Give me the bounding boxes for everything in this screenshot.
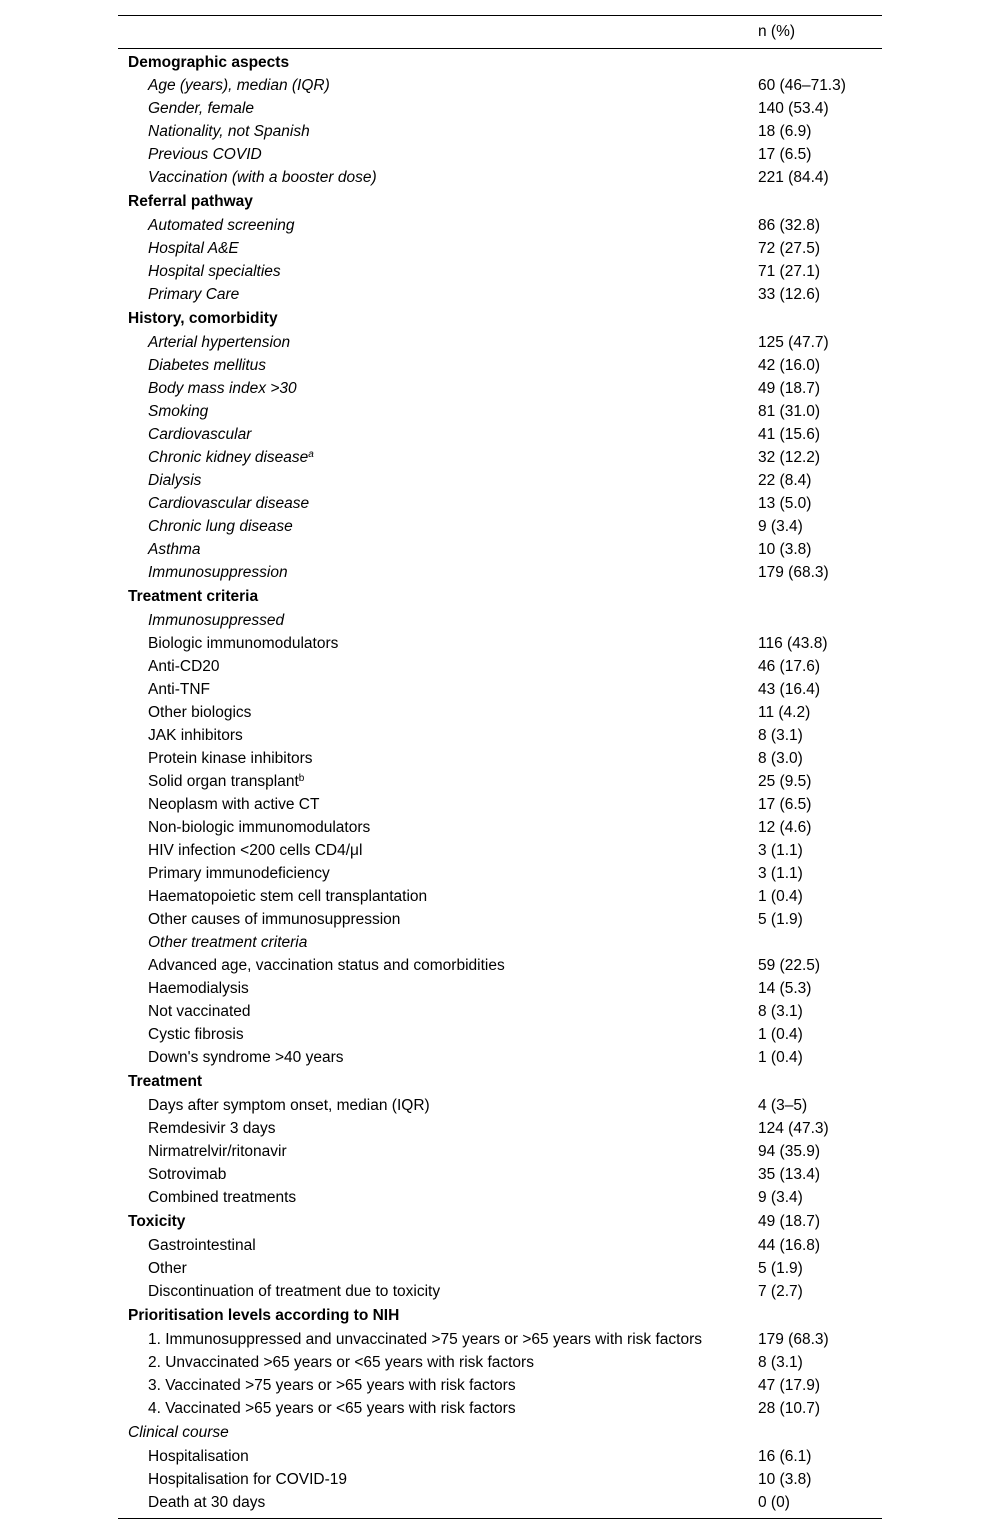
table-row — [118, 1397, 882, 1420]
row-value: 4 (3–5) — [758, 1097, 808, 1114]
row-label — [148, 1280, 440, 1303]
table-row — [118, 862, 882, 885]
row-value: 3 (1.1) — [758, 842, 803, 859]
row-label — [128, 1069, 202, 1094]
table-row — [118, 166, 882, 189]
row-label-text: Down's syndrome >40 years — [148, 1049, 344, 1066]
row-label — [148, 446, 314, 469]
row-label-text: Not vaccinated — [148, 1003, 251, 1020]
row-label — [148, 977, 249, 1000]
table-row — [118, 632, 882, 655]
table-row — [118, 377, 882, 400]
section-row — [118, 584, 882, 609]
row-label-text: 4. Vaccinated >65 years or <65 years with risk factors — [148, 1400, 516, 1417]
section-row — [118, 1303, 882, 1328]
row-label-text: JAK inhibitors — [148, 727, 243, 744]
table-row — [118, 655, 882, 678]
row-label-text: Remdesivir 3 days — [148, 1120, 276, 1137]
row-label — [148, 400, 208, 423]
table-row — [118, 678, 882, 701]
row-label — [148, 538, 201, 561]
row-label-text: Other biologics — [148, 704, 252, 721]
row-label-text: Demographic aspects — [128, 54, 290, 71]
table-row — [118, 1468, 882, 1491]
row-value: 17 (6.5) — [758, 146, 812, 163]
row-value: 1 (0.4) — [758, 1026, 803, 1043]
section-row — [118, 189, 882, 214]
row-label — [148, 632, 338, 655]
row-label — [148, 1234, 256, 1257]
row-value: 32 (12.2) — [758, 449, 821, 466]
row-value: 22 (8.4) — [758, 472, 812, 489]
table-row — [118, 839, 882, 862]
table-row — [118, 97, 882, 120]
row-label-text: Smoking — [148, 403, 209, 420]
row-label — [128, 1303, 399, 1328]
row-label-text: Immunosuppressed — [148, 612, 285, 629]
row-value: 33 (12.6) — [758, 286, 821, 303]
row-value: 9 (3.4) — [758, 518, 803, 535]
row-value: 46 (17.6) — [758, 658, 821, 675]
row-label — [148, 97, 254, 120]
row-label — [148, 724, 243, 747]
row-label — [148, 166, 377, 189]
table-row — [118, 1117, 882, 1140]
row-label — [148, 515, 293, 538]
row-label — [148, 423, 251, 446]
section-row — [118, 51, 882, 74]
table-row — [118, 1257, 882, 1280]
row-label — [128, 584, 258, 609]
row-label-text: Hospitalisation for COVID-19 — [148, 1471, 347, 1488]
row-label — [148, 1000, 251, 1023]
row-label — [148, 1445, 249, 1468]
row-label-text: Advanced age, vaccination status and comorbidities — [148, 957, 505, 974]
table-row — [118, 354, 882, 377]
row-label-text: Dialysis — [148, 472, 202, 489]
row-label — [148, 1374, 516, 1397]
row-label-text: 2. Unvaccinated >65 years or <65 years with risk factors — [148, 1354, 534, 1371]
row-label — [128, 189, 253, 214]
row-label — [148, 331, 290, 354]
row-value: 116 (43.8) — [758, 635, 828, 652]
table-row — [118, 770, 882, 793]
row-label — [148, 214, 294, 237]
row-label — [148, 1491, 265, 1514]
row-label-text: Hospital A&E — [148, 240, 239, 257]
row-value: 94 (35.9) — [758, 1143, 821, 1160]
table-row — [118, 724, 882, 747]
row-label-text: Sotrovimab — [148, 1166, 227, 1183]
row-value: 42 (16.0) — [758, 357, 821, 374]
row-label — [148, 74, 330, 97]
row-value: 71 (27.1) — [758, 263, 821, 280]
row-value: 125 (47.7) — [758, 334, 829, 351]
table-row — [118, 1234, 882, 1257]
row-label — [148, 354, 266, 377]
table-row — [118, 400, 882, 423]
row-label-text: Combined treatments — [148, 1189, 297, 1206]
table-row — [118, 1491, 882, 1514]
section-row — [118, 1069, 882, 1094]
table-row — [118, 237, 882, 260]
table-header — [118, 16, 882, 49]
row-value: 11 (4.2) — [758, 704, 811, 721]
table-row — [118, 561, 882, 584]
row-value: 86 (32.8) — [758, 217, 821, 234]
table-row — [118, 885, 882, 908]
row-label-text: Nirmatrelvir/ritonavir — [148, 1143, 287, 1160]
row-label — [148, 1468, 347, 1491]
row-label-text: Treatment — [128, 1073, 203, 1090]
row-label-text: Automated screening — [148, 217, 295, 234]
row-label-text: Treatment criteria — [128, 588, 259, 605]
row-label — [148, 1257, 187, 1280]
row-label-text: Other causes of immunosuppression — [148, 911, 401, 928]
row-value: 35 (13.4) — [758, 1166, 821, 1183]
row-label-text: Body mass index >30 — [148, 380, 297, 397]
row-label — [148, 1140, 287, 1163]
row-label-text: Cardiovascular — [148, 426, 252, 443]
row-value: 18 (6.9) — [758, 123, 812, 140]
row-label — [148, 839, 362, 862]
row-label — [148, 120, 310, 143]
table-row — [118, 1000, 882, 1023]
row-value: 140 (53.4) — [758, 100, 829, 117]
row-label-text: Referral pathway — [128, 193, 253, 210]
row-value: 8 (3.1) — [758, 1354, 803, 1371]
table-row — [118, 1351, 882, 1374]
row-label — [128, 306, 278, 331]
row-label — [148, 1046, 344, 1069]
row-value: 179 (68.3) — [758, 1331, 829, 1348]
row-label — [148, 678, 210, 701]
table-row — [118, 1445, 882, 1468]
row-label-text: Vaccination (with a booster dose) — [148, 169, 377, 186]
row-value: 49 (18.7) — [758, 1213, 821, 1230]
table-row — [118, 908, 882, 931]
row-label-text: Death at 30 days — [148, 1494, 266, 1511]
row-label-text: History, comorbidity — [128, 310, 278, 327]
row-value: 9 (3.4) — [758, 1189, 803, 1206]
row-label-text: Chronic kidney disease — [148, 449, 309, 466]
table-row — [118, 1046, 882, 1069]
row-label-text: Hospitalisation — [148, 1448, 249, 1465]
row-label-text: Protein kinase inhibitors — [148, 750, 313, 767]
table-row — [118, 609, 882, 632]
row-value: 10 (3.8) — [758, 1471, 812, 1488]
row-label — [148, 1397, 516, 1420]
row-label-text: Biologic immunomodulators — [148, 635, 339, 652]
row-value: 5 (1.9) — [758, 1260, 803, 1277]
row-value: 124 (47.3) — [758, 1120, 829, 1137]
row-value: 179 (68.3) — [758, 564, 829, 581]
row-label — [128, 51, 289, 74]
row-label — [148, 770, 304, 793]
row-label — [148, 655, 220, 678]
characteristics-table — [118, 15, 882, 1519]
row-value: 10 (3.8) — [758, 541, 812, 558]
row-label — [148, 1117, 276, 1140]
table-row — [118, 977, 882, 1000]
table-row — [118, 331, 882, 354]
row-label — [148, 908, 400, 931]
table-row — [118, 701, 882, 724]
row-value: 7 (2.7) — [758, 1283, 803, 1300]
row-label-text: Chronic lung disease — [148, 518, 293, 535]
row-label-text: Diabetes mellitus — [148, 357, 267, 374]
row-value: 17 (6.5) — [758, 796, 812, 813]
table-row — [118, 1094, 882, 1117]
row-label-text: Haematopoietic stem cell transplantation — [148, 888, 428, 905]
row-label — [148, 747, 313, 770]
row-label-text: Other — [148, 1260, 187, 1277]
row-label — [148, 609, 284, 632]
row-value: 14 (5.3) — [758, 980, 812, 997]
row-label-text: Clinical course — [128, 1424, 229, 1441]
row-label-text: Neoplasm with active CT — [148, 796, 320, 813]
table-row — [118, 120, 882, 143]
row-label — [148, 561, 288, 584]
table-row — [118, 283, 882, 306]
row-label — [148, 931, 307, 954]
row-label — [128, 1209, 185, 1234]
row-value: 8 (3.0) — [758, 750, 803, 767]
row-label — [148, 492, 309, 515]
row-label-text: Haemodialysis — [148, 980, 249, 997]
table-row — [118, 1280, 882, 1303]
table-row — [118, 1163, 882, 1186]
row-label — [148, 377, 297, 400]
footnote-marker: a — [308, 449, 314, 460]
row-label-text: Previous COVID — [148, 146, 262, 163]
column-header-n-percent: n (%) — [758, 23, 796, 40]
row-label — [148, 1163, 226, 1186]
row-label-text: Asthma — [148, 541, 201, 558]
row-value: 0 (0) — [758, 1494, 790, 1511]
row-value: 44 (16.8) — [758, 1237, 821, 1254]
table-row — [118, 214, 882, 237]
row-label-text: 3. Vaccinated >75 years or >65 years with risk factors — [148, 1377, 516, 1394]
row-label — [148, 1023, 244, 1046]
table-row — [118, 1328, 882, 1351]
table-row — [118, 469, 882, 492]
row-label-text: Cardiovascular disease — [148, 495, 310, 512]
row-value: 47 (17.9) — [758, 1377, 821, 1394]
row-label-text: Age (years), median (IQR) — [148, 77, 330, 94]
row-label-text: Immunosuppression — [148, 564, 288, 581]
table-row — [118, 538, 882, 561]
row-label — [148, 701, 251, 724]
row-label — [148, 862, 330, 885]
table-row — [118, 954, 882, 977]
table-row — [118, 816, 882, 839]
row-value: 12 (4.6) — [758, 819, 812, 836]
row-label — [148, 469, 201, 492]
table-row — [118, 423, 882, 446]
table-row — [118, 143, 882, 166]
row-label — [148, 1186, 296, 1209]
row-value: 221 (84.4) — [758, 169, 829, 186]
row-value: 43 (16.4) — [758, 681, 821, 698]
row-label-text: 1. Immunosuppressed and unvaccinated >75 years or >65 years with risk factors — [148, 1331, 702, 1348]
row-label — [128, 1420, 229, 1445]
row-value: 16 (6.1) — [758, 1448, 812, 1465]
row-value: 59 (22.5) — [758, 957, 821, 974]
row-value: 60 (46–71.3) — [758, 77, 846, 94]
row-label-text: Anti-CD20 — [148, 658, 220, 675]
row-value: 5 (1.9) — [758, 911, 803, 928]
table-row — [118, 74, 882, 97]
footnote-marker: b — [298, 773, 305, 784]
row-label — [148, 283, 239, 306]
row-label-text: Hospital specialties — [148, 263, 281, 280]
row-label — [148, 1351, 534, 1374]
row-label — [148, 237, 239, 260]
row-value: 8 (3.1) — [758, 1003, 803, 1020]
row-label-text: Anti-TNF — [148, 681, 210, 698]
table-row — [118, 793, 882, 816]
table-row — [118, 1186, 882, 1209]
row-value: 3 (1.1) — [758, 865, 803, 882]
table-body — [118, 49, 882, 1518]
row-label-text: Primary Care — [148, 286, 240, 303]
row-label — [148, 793, 319, 816]
row-label-text: Arterial hypertension — [148, 334, 291, 351]
row-label-text: Solid organ transplant — [148, 773, 299, 790]
table-row — [118, 260, 882, 283]
row-value: 1 (0.4) — [758, 888, 803, 905]
row-label-text: Prioritisation levels according to NIH — [128, 1307, 400, 1324]
table-row — [118, 1374, 882, 1397]
row-value: 28 (10.7) — [758, 1400, 821, 1417]
table-row — [118, 747, 882, 770]
row-value: 1 (0.4) — [758, 1049, 803, 1066]
row-label — [148, 885, 427, 908]
row-label — [148, 1094, 430, 1117]
row-value: 72 (27.5) — [758, 240, 821, 257]
row-label — [148, 143, 262, 166]
table-row — [118, 1140, 882, 1163]
row-value: 41 (15.6) — [758, 426, 821, 443]
table-row — [118, 515, 882, 538]
row-value: 49 (18.7) — [758, 380, 821, 397]
table-row — [118, 446, 882, 469]
section-row — [118, 306, 882, 331]
row-value: 81 (31.0) — [758, 403, 821, 420]
row-value: 25 (9.5) — [758, 773, 812, 790]
table-row — [118, 492, 882, 515]
row-label-text: Gastrointestinal — [148, 1237, 256, 1254]
row-label-text: Nationality, not Spanish — [148, 123, 310, 140]
row-label — [148, 1328, 702, 1351]
table-row — [118, 931, 882, 954]
row-label — [148, 954, 505, 977]
row-label-text: Discontinuation of treatment due to toxicity — [148, 1283, 441, 1300]
row-label-text: Gender, female — [148, 100, 254, 117]
row-label-text: Other treatment criteria — [148, 934, 308, 951]
row-label-text: Days after symptom onset, median (IQR) — [148, 1097, 430, 1114]
row-label-text: Toxicity — [128, 1213, 186, 1230]
table-row — [118, 1023, 882, 1046]
row-label-text: Cystic fibrosis — [148, 1026, 244, 1043]
row-label — [148, 260, 281, 283]
row-label-text: Primary immunodeficiency — [148, 865, 330, 882]
row-label-text: Non-biologic immunomodulators — [148, 819, 371, 836]
row-label — [148, 816, 370, 839]
row-value: 13 (5.0) — [758, 495, 812, 512]
row-label-text: HIV infection <200 cells CD4/μl — [148, 842, 363, 859]
section-row — [118, 1209, 882, 1234]
row-value: 8 (3.1) — [758, 727, 803, 744]
section-row — [118, 1420, 882, 1445]
